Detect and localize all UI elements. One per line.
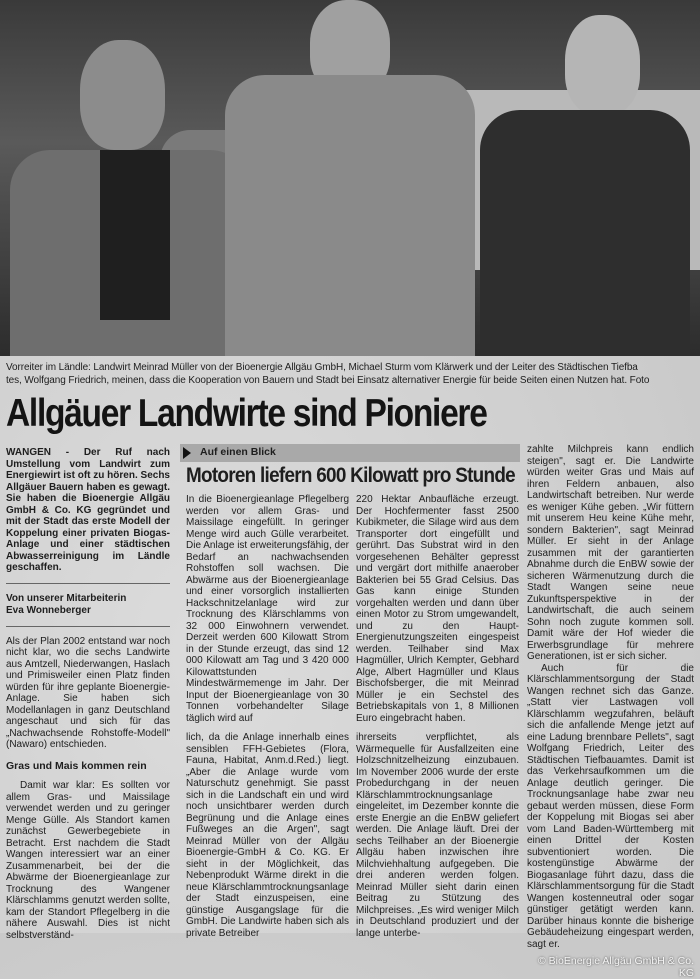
photo-caption bbox=[6, 361, 696, 387]
divider bbox=[6, 583, 170, 584]
caption-line-1: Vorreiter im Ländle: Landwirt Meinrad Müller von der Bioenergie Allgäu GmbH, Michael Sturm vom Klärwerk und der Leiter des Städtischen Tiefba bbox=[6, 362, 638, 373]
byline bbox=[6, 593, 170, 617]
info-box-paragraph-a: In die Bioenergieanlage Pflegelberg werden vor allem Gras- und Maissilage eingefüllt. In geringer Menge wird auch Gülle verarbeitet. Die Anlage ist erweiterungsfähig, der Bedarf an nachwachsenden Rohstoffen soll wachsen. Die Abwärme aus der Bioenergieanlage und einer vorsorglich installierten Hackschnitzelanlage wird zur Trocknung des Klärschlamms von 32 000 Einwohnern verwendet. Derzeit werden 600 Kilowatt Strom in der Stunde erzeugt, das sind 12 000 Kilowatt am Tag und 3 420 000 Kilowattstunden Mindestwärmemenge im Jahr. Der Input der Bioenergieanlage von 30 Tonnen vorbehandelter Silage täglich wird auf bbox=[186, 494, 349, 724]
paragraph: zahlte Milchpreis kann endlich steigen", sagt er. Die Landwirte würden weiter Gras und Mais auf ihren Feldern anbauen, also Landwirtschaft betreiben. Nur werde es weniger Kühe geben. „Wir füttern mit unserem Heu keine Kühe mehr, sondern Bakterien", sagt Meinrad Müller. Er sieht in der Anlage zusammen mit der garantierten Abnahme durch die EnBW sowie der sicheren Wärmenutzung durch die Stadt Wangen seine neue Zukunftsperspektive in der Landwirtschaft, die auch seinem Sohn noch zugute kommen soll. Damit wäre der Hof wieder die Erwerbsgrundlage für mehrere Generationen, ist er sich sicher. bbox=[527, 444, 694, 662]
paragraph: lich, da die Anlage innerhalb eines sensiblen FFH-Gebietes (Flora, Fauna, Habitat, Anm.d.Red.) liegt. „Aber die Anlage wurde vom Naturschutz genehmigt. Sie passt sich in die Landschaft ein und wird noch unsichtbarer werden durch Begrünung und die Anlage eines Fußweges an die Argen", sagt Meinrad Müller von der Allgäu Bioenergie-GmbH & Co. KG. Er sieht in der Möglichkeit, das Nebenprodukt Wärme direkt in die neue Klärschlammtrocknungsanlage der Stadt einzuspeisen, eine günstige Ausgangslage für die GmbH. Die Landwirte haben sich als private Betreiber bbox=[186, 732, 349, 939]
article-photo bbox=[0, 0, 700, 356]
triangle-arrow-icon bbox=[183, 447, 191, 459]
divider bbox=[6, 626, 170, 627]
paragraph: Als der Plan 2002 entstand war noch nicht klar, wo die sechs Landwirte aus Amtzell, Niederwangen, Haslach und Primisweiler einen Platz finden würden für ihre geplante Bioenergie-Anlage. Sie haben sich Modellanlagen in ganz Deutschland angeschaut und sich für das „Nachwachsende Rohstoffe-Modell" (Nawaro) entschieden. bbox=[6, 635, 170, 750]
copyright-watermark: © BioEnergie Allgäu GmbH & Co. KG bbox=[538, 955, 694, 979]
subheading: Gras und Mais kommen rein bbox=[6, 759, 147, 772]
paragraph: Damit war klar: Es sollten vor allem Gras- und Maissilage verwendet werden und zu geringer Menge Gülle. Als Standort kamen zunächst Gewerbegebiete in Betracht. Erst nachdem die Stadt Wangen interessiert war an einer Zusammenarbeit, bei der die Abwärme der Bioenergieanlage zur Trocknung des Wangener Klärschlamms genutzt werden sollte, kam der Standort Pflegelberg in die nähere Auswahl. Dies ist nicht selbstverständ- bbox=[6, 780, 170, 941]
byline-author: Eva Wonneberger bbox=[6, 604, 91, 616]
info-box-paragraph-b: 220 Hektar Anbaufläche erzeugt. Der Hochfermenter fasst 2500 Kubikmeter, die Silage wird aus dem Transporter dort eingefüllt und gerührt. Das Substrat wird in den vorgesehenen Behälter gepresst und vergärt dort mithilfe anaerober Bakterien bei 55 Grad Celsius. Das Gas kann einige Stunden vorgehalten werden und dann über einen Motor zu Strom umgewandelt, und zu den Haupt-Energienutzungszeiten eingespeist werden. Teilhaber sind Max Hagmüller, Ulrich Kempter, Gebhard Alge, Albert Hagmüller und Klaus Bischofsberger, die mit Meinrad Müller je ein Sechstel des Betriebskapitals von 1, 8 Millionen Euro eingebracht haben. bbox=[356, 494, 519, 724]
column-3 bbox=[356, 494, 519, 939]
column-4 bbox=[527, 444, 694, 979]
lead-paragraph: WANGEN - Der Ruf nach Umstellung vom Landwirt zum Energiewirt ist oft zu hören. Sechs Allgäuer Bauern haben es gewagt. Sie haben die Bioenergie Allgäu GmbH & Co. KG gegründet und mit der Stadt das erste Modell der Koppelung einer privaten Biogas-Anlage und einer städtischen Abwasserreinigung im Ländle geschaffen. bbox=[6, 447, 170, 573]
paragraph: Auch für die Klärschlammentsorgung der Stadt Wangen rechnet sich das Ganze. „Statt vier Lastwagen voll Klärschlamm wegzufahren, beläuft sich die anfallende Menge jetzt auf eine Ladung brennbare Pellets", sagt Wolfgang Friedrich, Leiter des Städtischen Tiefbauamtes. Damit ist das Verkehrsaufkommen um die Anlage deutlich geringer. Die Trocknungsanlage habe zwar neu gebaut werden müssen, diese Form der Koppelung mit Biogas sei aber vom Land Baden-Württemberg mit einen Drittel der Kosten subventioniert worden. Die kostengünstige Abwärme der Biogasanlage führt dazu, dass die Klärschlammentsorgung für die Stadt Wangen kostenneutral oder sogar günstiger getätigt werden kann. Darüber hinaus konnte die bisherige Gebäudeheizung eingespart werden, sagt er. bbox=[527, 662, 694, 950]
byline-role: Von unserer Mitarbeiterin bbox=[6, 592, 127, 604]
column-1 bbox=[6, 447, 170, 941]
paragraph: ihrerseits verpflichtet, als Wärmequelle für Ausfallzeiten eine Holzschnitzelheizung einzubauen. Im November 2006 wurde der erste Probedurchgang in der neuen Klärschlammtrocknungsanlage eingeleitet, im Dezember konnte die erste Energie an die EnBW geliefert werden. Die Anlage läuft. Drei der sechs Teilhaber an der Bioenergie Allgäu haben inzwischen ihre Milchviehhaltung aufgegeben. Die drei anderen werden folgen. Meinrad Müller sieht darin einen Beitrag zu Stützung des Milchpreises. „Es wird weniger Milch in Deutschland produziert und der lange unterbe- bbox=[356, 732, 519, 939]
info-box-title: Motoren liefern 600 Kilowatt pro Stunde bbox=[186, 464, 515, 487]
caption-line-2: tes, Wolfgang Friedrich, meinen, dass die Kooperation von Bauern und Stadt bei Einsatz alternativer Energie für beide Seiten einen Nutzen hat. Foto bbox=[6, 375, 650, 386]
column-2 bbox=[186, 494, 349, 939]
headline: Allgäuer Landwirte sind Pioniere bbox=[6, 392, 487, 435]
info-box-label: Auf einen Blick bbox=[200, 446, 276, 458]
info-box-label-band bbox=[180, 444, 520, 462]
